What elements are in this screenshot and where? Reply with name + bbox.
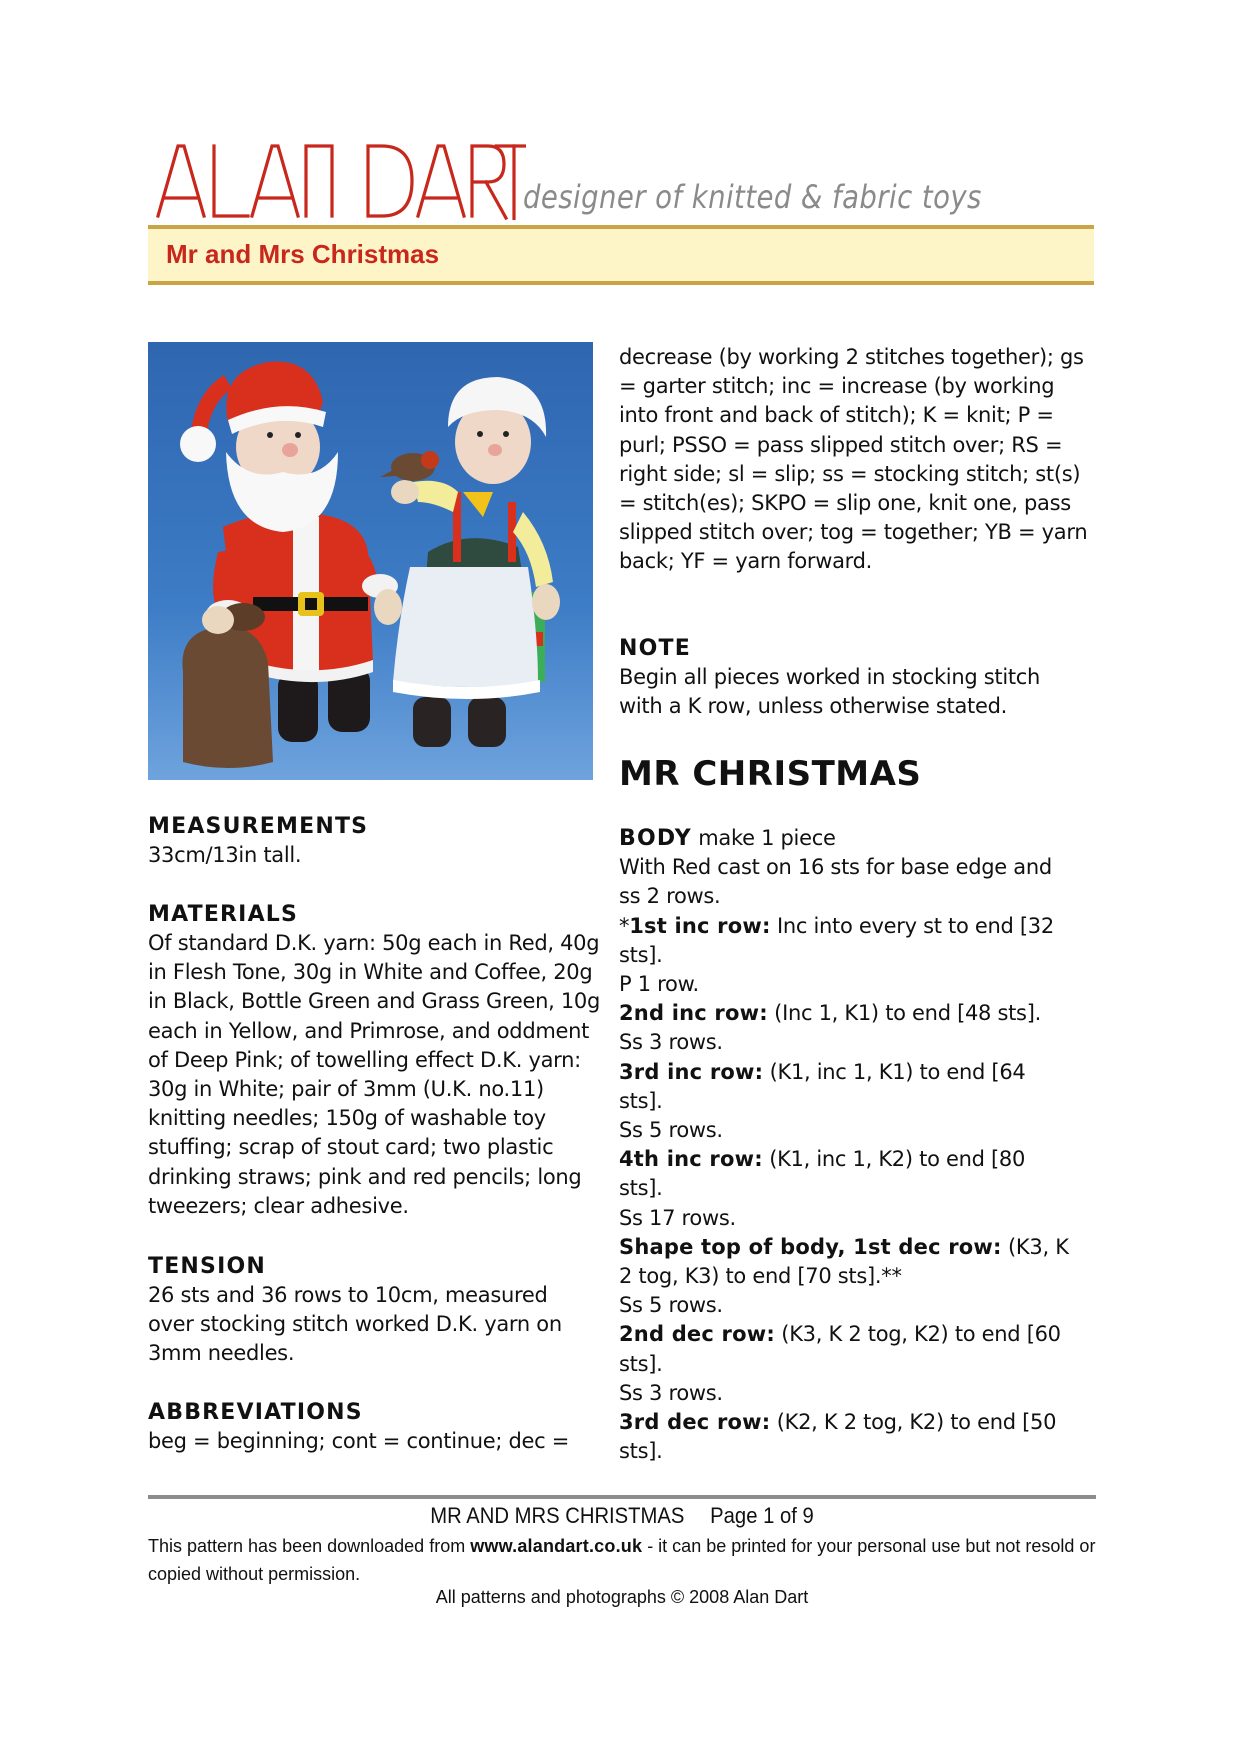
tension-section <box>148 1252 588 1369</box>
note-text: Begin all pieces worked in stocking stitch with a K row, unless otherwise stated. <box>619 665 1041 719</box>
instruction-line <box>619 853 1069 911</box>
product-photo <box>148 342 593 780</box>
body-heading-line <box>619 824 1069 853</box>
footer-divider <box>148 1495 1096 1499</box>
footer-download-notice <box>148 1532 1108 1588</box>
pattern-title: Mr and Mrs Christmas <box>166 239 440 269</box>
tension-heading: TENSION <box>148 1254 266 1279</box>
measurements-text: 33cm/13in tall. <box>148 843 302 867</box>
materials-section <box>148 900 603 1221</box>
instruction-line <box>619 999 1069 1028</box>
body-heading-suffix: make 1 piece <box>691 826 836 850</box>
website-link[interactable]: www.alandart.co.uk <box>470 1536 643 1556</box>
note-section <box>619 634 1089 721</box>
photo-icon <box>148 342 593 780</box>
instruction-line <box>619 1204 1069 1233</box>
instruction-text: P 1 row. <box>619 972 699 997</box>
brand-logo <box>156 140 526 220</box>
instruction-text: Ss 3 rows. <box>619 1380 723 1405</box>
abbreviations-section <box>148 1398 608 1456</box>
download-text: This pattern has been downloaded from <box>148 1536 471 1556</box>
instruction-line <box>619 1058 1069 1116</box>
instruction-label: 1st inc row: <box>629 913 771 938</box>
instruction-label: 2nd inc row: <box>619 1001 768 1026</box>
asterisk-marker: * <box>619 913 630 938</box>
materials-text: Of standard D.K. yarn: 50g each in Red, 40g in Flesh Tone, 30g in White and Coffee, 20g in Black, Bottle Green and Grass Green, 10g each in Yellow, and Primrose, and oddment of Deep Pink; of towelling effect D.K. yarn: 30g in White; pair of 3mm (U.K. no.11) knitting needles; 150g of washable toy stuffing; scrap of stout card; two plastic drinking straws; pink and red pencils; long tweezers; clear adhesive. <box>148 931 601 1218</box>
instruction-text: (K3, K 2 tog, K2) to end [60 sts]. <box>619 1322 1061 1376</box>
footer-page-info <box>186 1503 1058 1529</box>
instruction-text: Ss 5 rows. <box>619 1118 723 1143</box>
instruction-text: Ss 3 rows. <box>619 1030 723 1055</box>
brand-tagline: designer of knitted & fabric toys <box>523 178 982 216</box>
page-number: Page 1 of 9 <box>710 1503 814 1528</box>
alan-dart-logo-icon <box>156 140 526 220</box>
instruction-label: 3rd inc row: <box>619 1059 764 1084</box>
section-title-mr-christmas: MR CHRISTMAS <box>619 754 922 794</box>
instruction-text: Ss 5 rows. <box>619 1293 723 1318</box>
tension-text: 26 sts and 36 rows to 10cm, measured over stocking stitch worked D.K. yarn on 3mm needles. <box>148 1283 562 1366</box>
instruction-line <box>619 1116 1069 1145</box>
instruction-line <box>619 1233 1069 1291</box>
instruction-label: 3rd dec row: <box>619 1410 771 1435</box>
abbreviations-heading: ABBREVIATIONS <box>148 1400 363 1425</box>
note-heading: NOTE <box>619 636 691 661</box>
instruction-line <box>619 1145 1069 1203</box>
abbreviations-continued <box>619 343 1089 577</box>
instruction-label: 2nd dec row: <box>619 1322 775 1347</box>
instruction-line <box>619 1028 1069 1057</box>
instruction-text: (K2, K 2 tog, K2) to end [50 sts]. <box>619 1410 1057 1464</box>
instruction-text: Inc into every st to end [32 sts]. <box>619 913 1054 967</box>
footer-copyright: All patterns and photographs © 2008 Alan Dart <box>435 1587 809 1607</box>
body-heading: BODY <box>619 826 692 851</box>
instruction-line <box>619 1291 1069 1320</box>
abbreviations-text-cont: decrease (by working 2 stitches together); gs = garter stitch; inc = increase (by working into front and back of stitch); K = knit; P = purl; PSSO = pass slipped stitch over; RS = right side; sl = slip; ss = stocking stitch; st(s) = stitch(es); SKPO = slip one, knit one, pass slipped stitch over; tog = together; YB = yarn back; YF = yarn forward. <box>619 345 1088 574</box>
instruction-line <box>619 912 1069 970</box>
materials-heading: MATERIALS <box>148 902 299 927</box>
instruction-line <box>619 1320 1069 1378</box>
measurements-section <box>148 812 608 870</box>
instruction-text: (K1, inc 1, K1) to end [64 sts]. <box>619 1059 1026 1113</box>
instruction-line <box>619 970 1069 999</box>
instruction-line <box>619 1379 1069 1408</box>
body-instructions <box>619 824 1069 1466</box>
title-banner <box>148 225 1094 285</box>
instruction-text: (Inc 1, K1) to end [48 sts]. <box>767 1001 1041 1026</box>
instruction-label: 4th inc row: <box>619 1147 763 1172</box>
instruction-text: (K3, K 2 tog, K3) to end [70 sts].** <box>619 1234 1069 1289</box>
footer-title: MR AND MRS CHRISTMAS <box>430 1503 685 1528</box>
instruction-label: Shape top of body, 1st dec row: <box>619 1234 1002 1259</box>
instruction-line <box>619 1408 1069 1466</box>
instruction-text: Ss 17 rows. <box>619 1205 736 1230</box>
instruction-text: With Red cast on 16 sts for base edge and ss 2 rows. <box>619 855 1052 909</box>
abbreviations-text-start: beg = beginning; cont = continue; dec = <box>148 1429 570 1453</box>
instruction-text: (K1, inc 1, K2) to end [80 sts]. <box>619 1147 1026 1201</box>
measurements-heading: MEASUREMENTS <box>148 814 369 839</box>
usage-text: - it can be printed for your personal use but not resold or copied without permission. <box>148 1536 1096 1584</box>
